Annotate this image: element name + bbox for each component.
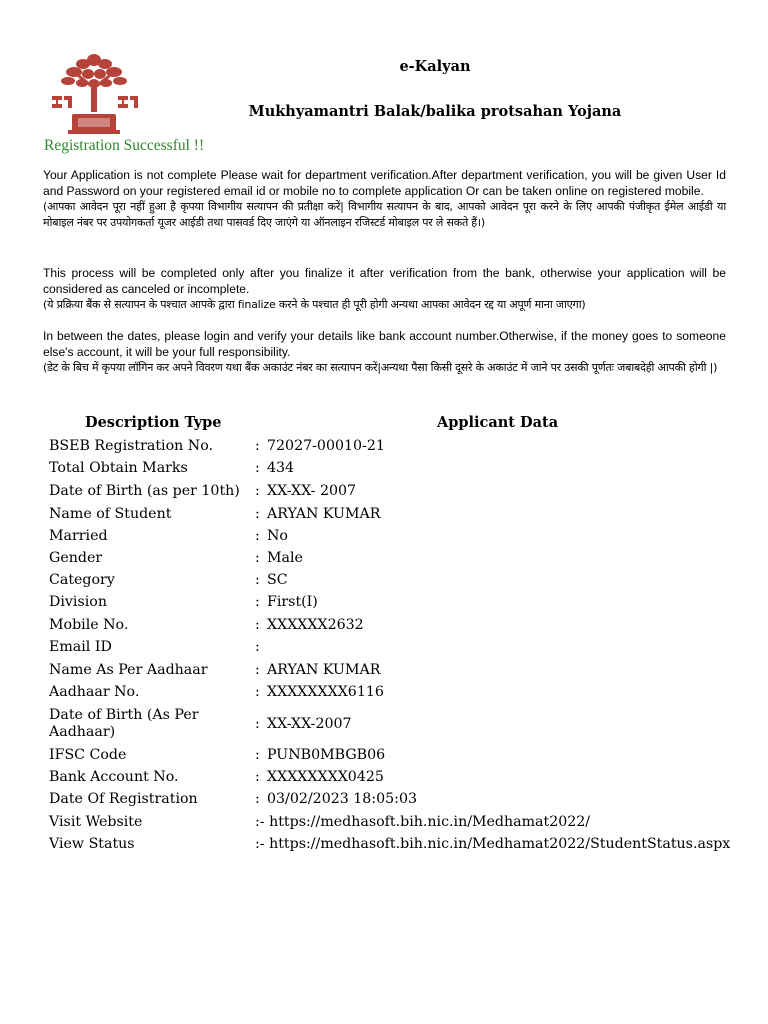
row-label: Date of Birth (As Per Aadhaar) — [49, 707, 199, 740]
notice-paragraph-3 — [43, 328, 726, 376]
description-type-header: Description Type — [85, 414, 222, 431]
row-label: Mobile No. — [49, 617, 129, 633]
row-separator: : — [255, 550, 260, 566]
row-separator: : — [255, 572, 260, 588]
row-value: First(I) — [267, 594, 318, 610]
scheme-subtitle: Mukhyamantri Balak/balika protsahan Yojana — [248, 103, 622, 120]
row-value: 03/02/2023 18:05:03 — [267, 791, 418, 807]
row-separator: : — [255, 506, 260, 522]
notice-3-english: In between the dates, please login and verify your details like bank account number.Otherwise, if the money goes to someone else's account, it will be your full responsibility. — [43, 329, 726, 359]
row-value: ARYAN KUMAR — [267, 662, 381, 678]
notice-paragraph-1 — [43, 167, 726, 231]
view-status-link[interactable]: :- https://medhasoft.bih.nic.in/Medhamat2022/StudentStatus.aspx — [255, 836, 731, 852]
page-title: e-Kalyan — [399, 58, 471, 75]
row-value: XXXXXX2632 — [267, 617, 364, 633]
notice-2-hindi: (ये प्रक्रिया बैंक से सत्यापन के पश्चात आपके द्वारा finalize करने के पश्चात ही पूरी होगी अन्यथा आपका आवेदन रद्द या अपूर्ण माना जाएगा) — [43, 298, 586, 311]
row-label: Name As Per Aadhaar — [49, 662, 208, 678]
row-label: Email ID — [49, 639, 112, 655]
row-label: Aadhaar No. — [49, 684, 140, 700]
row-separator: : — [255, 769, 260, 785]
row-separator: : — [255, 438, 260, 454]
row-separator: : — [255, 747, 260, 763]
row-label: View Status — [49, 836, 135, 852]
row-label: Total Obtain Marks — [49, 460, 188, 476]
row-label: Division — [49, 594, 107, 610]
row-value: PUNB0MBGB06 — [267, 747, 386, 763]
success-message: Registration Successful !! — [44, 137, 205, 154]
row-label: Visit Website — [49, 814, 143, 830]
row-separator: : — [255, 460, 260, 476]
row-separator: : — [255, 594, 260, 610]
visit-website-link[interactable]: :- https://medhasoft.bih.nic.in/Medhamat2022/ — [255, 814, 591, 830]
row-separator: : — [255, 684, 260, 700]
row-value: ARYAN KUMAR — [267, 506, 381, 522]
row-label: Category — [49, 572, 115, 588]
row-label: Married — [49, 528, 108, 544]
row-separator: : — [255, 716, 260, 732]
row-label: Gender — [49, 550, 103, 566]
row-value: 434 — [267, 460, 295, 476]
row-label: Date Of Registration — [49, 791, 198, 807]
notice-paragraph-2 — [43, 265, 726, 313]
row-separator: : — [255, 662, 260, 678]
row-value: XXXXXXXX6116 — [267, 684, 384, 700]
notice-1-english: Your Application is not complete Please wait for department verification.After department verification, you will be given User Id and Password on your registered email id or mobile no to complete application Or can be taken online on registered mobile. — [43, 168, 726, 198]
row-label: Date of Birth (as per 10th) — [49, 483, 240, 499]
row-separator: : — [255, 791, 260, 807]
row-value: XXXXXXXX0425 — [267, 769, 384, 785]
row-separator: : — [255, 528, 260, 544]
row-value: SC — [267, 572, 288, 588]
row-value: No — [267, 528, 288, 544]
row-value: 72027-00010-21 — [267, 438, 385, 454]
applicant-data-header: Applicant Data — [437, 414, 559, 431]
row-separator: : — [255, 617, 260, 633]
row-label: IFSC Code — [49, 747, 127, 763]
notice-2-english: This process will be completed only after you finalize it after verification from the bank, otherwise your application will be considered as canceled or incomplete. — [43, 266, 726, 296]
row-label: Name of Student — [49, 506, 172, 522]
row-separator: : — [255, 483, 260, 499]
row-value: XX-XX-2007 — [267, 716, 352, 732]
row-separator: : — [255, 639, 260, 655]
notice-1-hindi: (आपका आवेदन पूरा नहीं हुआ है कृपया विभागीय सत्यापन की प्रतीक्षा करें| विभागीय सत्यापन के बाद, आपको आवेदन पूरा करने के लिए आपकी पंजीकृत ईमेल आईडी या मोबाइल नंबर पर उपयोगकर्ता यूजर आईडी तथा पासवर्ड दिए जाएंगे या ऑनलाइन रजिस्टर्ड मोबाइल पर ले सकते हैं।) — [43, 200, 726, 229]
notice-3-hindi: (डेट के बिच में कृपया लॉगिन कर अपने विवरण यथा बैंक अकाउंट नंबर का सत्यापन करें|अन्यथा पैसा किसी दूसरे के अकाउंट में जाने पर उसकी पूर्णतः जबाबदेही आपकी होगी |) — [43, 361, 718, 374]
row-value: Male — [267, 550, 303, 566]
row-value: XX-XX- 2007 — [267, 483, 357, 499]
row-label: Bank Account No. — [49, 769, 179, 785]
row-label: BSEB Registration No. — [49, 438, 214, 454]
